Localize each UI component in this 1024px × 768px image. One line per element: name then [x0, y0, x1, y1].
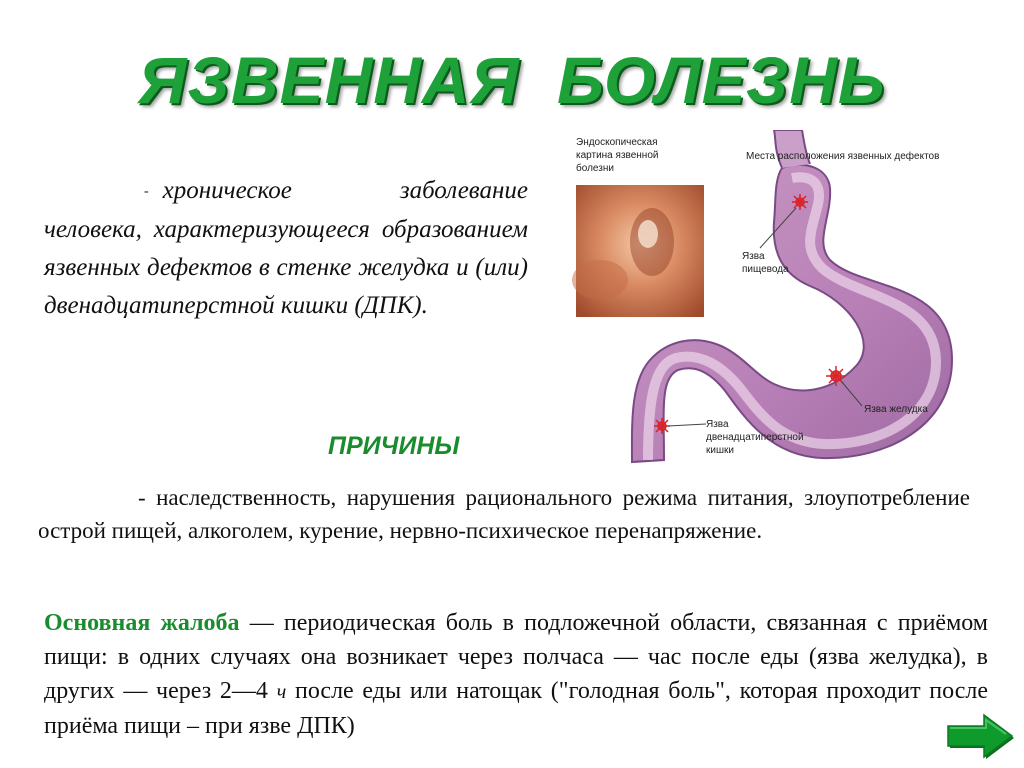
label-esophagus-ulcer: Язва пищевода [742, 251, 789, 275]
main-complaint-paragraph [44, 606, 988, 743]
endoscopy-caption: Эндоскопическая картина язвенной болезни [576, 137, 659, 174]
definition-text: хроническое заболевание человека, характеризующееся образованием язвенных дефектов в стенке желудка и (или) двенадцатиперстной кишки (ДПК). [44, 177, 528, 320]
page-title: ЯЗВЕННАЯ БОЛЕЗНЬ [138, 43, 886, 117]
causes-text: - наследственность, нарушения рационального режима питания, злоупотребление острой пищей, алкоголем, курение, нервно-психическое перенапряжение. [38, 485, 970, 543]
causes-paragraph [38, 481, 970, 547]
causes-heading: ПРИЧИНЫ [328, 432, 460, 460]
arrow-right-icon [944, 712, 1016, 760]
label-duodenal-ulcer: Язва двенадцатиперстной кишки [706, 419, 804, 456]
complaint-time-unit: ч [276, 681, 287, 703]
ulcer-locations-caption: Места расположения язвенных дефектов [746, 151, 940, 162]
label-stomach-ulcer: Язва желудка [864, 404, 928, 415]
complaint-text-part2: после еды или натощак ("голодная боль", которая проходит после приёма пищи – при язве ДПК) [44, 678, 989, 739]
complaint-text-part1: — периодическая боль в подложечной области, связанная с приёмом пищи: в одних случаях она возникает через полчаса — час после еды (язва желудка), в других — через 2—4 [44, 610, 988, 704]
definition-paragraph [44, 172, 528, 325]
definition-dash: - [144, 184, 149, 200]
stomach-illustration [560, 130, 972, 475]
next-slide-button[interactable] [944, 712, 1016, 760]
complaint-term: Основная жалоба [44, 610, 240, 636]
